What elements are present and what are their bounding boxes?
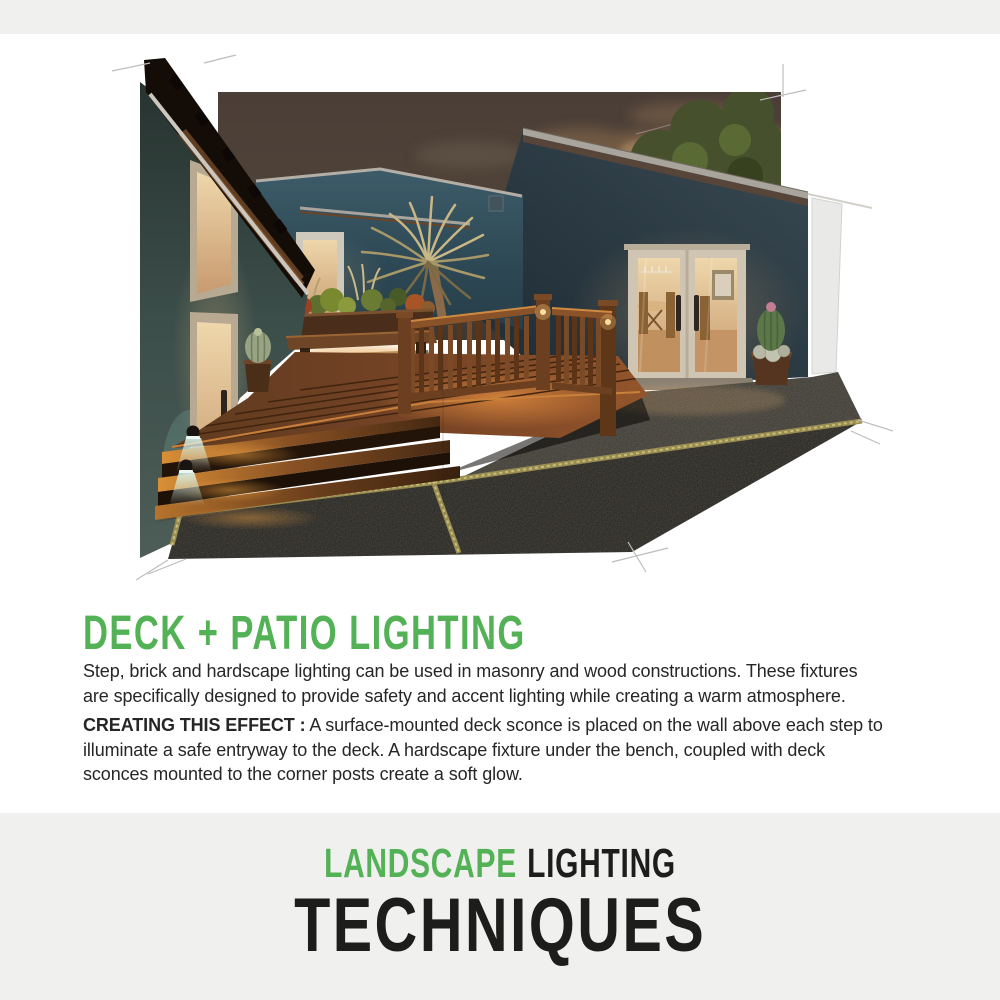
brand-landscape: LANDSCAPE bbox=[324, 840, 517, 886]
footer-title-text: TECHNIQUES bbox=[293, 883, 707, 968]
door-handle-left bbox=[676, 295, 681, 331]
body-line: Step, brick and hardscape lighting can be used in masonry and wood constructions. These fixtures bbox=[83, 661, 858, 681]
footer-title bbox=[0, 882, 1000, 969]
brand-lighting: LIGHTING bbox=[527, 840, 676, 886]
post-sconce-light bbox=[605, 319, 611, 325]
paragraph-intro bbox=[83, 659, 858, 708]
cactus-flower bbox=[766, 302, 776, 312]
section-title: DECK + PATIO LIGHTING bbox=[83, 607, 526, 660]
effect-label: CREATING THIS EFFECT : bbox=[83, 715, 306, 735]
body-line: CREATING THIS EFFECT : A surface-mounted deck sconce is placed on the wall above each step to bbox=[83, 715, 883, 735]
potted-cactus bbox=[244, 328, 272, 392]
door-handle-right bbox=[694, 295, 699, 331]
french-doors bbox=[618, 244, 756, 390]
railing-post bbox=[398, 316, 411, 414]
paragraph-effect bbox=[83, 713, 883, 787]
attic-vent bbox=[489, 196, 503, 211]
footer-brand bbox=[0, 840, 1000, 887]
body-line: sconces mounted to the corner posts create a soft glow. bbox=[83, 764, 523, 785]
post-sconce-light bbox=[540, 309, 546, 315]
body-line: illuminate a safe entryway to the deck. A hardscape fixture under the bench, coupled with deck bbox=[83, 739, 826, 760]
side-panel bbox=[812, 198, 842, 374]
body-line: are specifically designed to provide safety and accent lighting while creating a warm atmosphere. bbox=[83, 685, 846, 706]
